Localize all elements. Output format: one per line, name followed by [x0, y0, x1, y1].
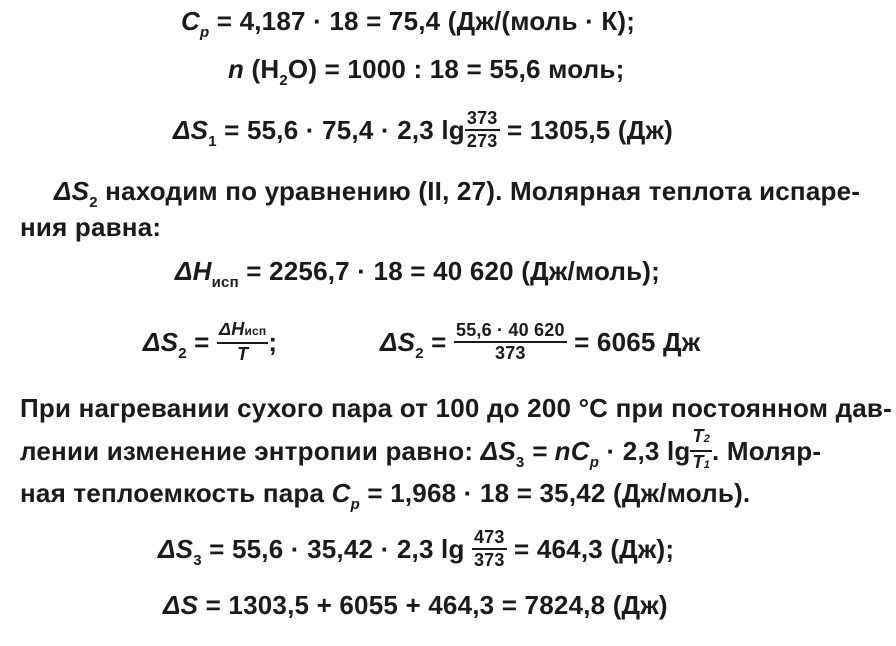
ds2-calc-fraction [454, 320, 567, 364]
ds1-expression: = 55,6 · 75,4 · 2,3 lg [216, 115, 465, 145]
ds-total-expression: = 1303,5 + 6055 + 464,3 = 7824,8 (Дж) [198, 590, 668, 620]
dh-num-subscript: исп [244, 324, 267, 339]
ds-total-equation [163, 590, 668, 620]
ds2-formula-subscript: 2 [178, 345, 187, 362]
ds2-calc-result: = 6065 Дж [566, 327, 701, 357]
ds2-formula [143, 318, 277, 371]
t2-symbol: T [692, 426, 704, 446]
water-moles-equation [228, 54, 624, 89]
vapor-line-1: При нагревании сухого пара от 100 до 200 °С при постоянном дав- [20, 393, 892, 423]
t2-numerator [690, 426, 712, 452]
ds2-calc-subscript: 2 [415, 345, 424, 362]
cp-subscript: p [199, 24, 210, 41]
ds1-fraction [465, 108, 500, 152]
ds2-symbol: ΔS [54, 176, 90, 206]
ds2-formula-numerator [217, 319, 268, 344]
dh-num-symbol: ΔH [218, 319, 245, 340]
ds2-calc-numerator: 55,6 · 40 620 [454, 320, 567, 343]
h2o-subscript: 2 [279, 72, 288, 89]
ds2-intro-text: находим по уравнению (II, 27). Молярная теплота испаре- [97, 176, 861, 206]
ds-total-symbol: ΔS [163, 590, 199, 620]
ds3-numerator: 473 [472, 527, 507, 550]
t1-subscript: 1 [703, 459, 711, 471]
ds1-result: = 1305,5 (Дж) [499, 115, 673, 145]
ds2-calc-equals: = [423, 327, 454, 357]
lg-expr: · 2,3 lg [599, 435, 691, 466]
ds2-calculation [380, 318, 700, 371]
ncp-expr: = nC [524, 435, 590, 466]
vapor-line-3 [20, 478, 750, 513]
ds1-numerator: 373 [465, 108, 500, 131]
dh-expression: = 2256,7 · 18 = 40 620 (Дж/моль); [238, 256, 661, 286]
n-symbol: n [228, 54, 245, 84]
cp-vapor-expression: = 1,968 · 18 = 35,42 (Дж/моль). [359, 478, 751, 508]
ds3-inline-symbol: ΔS [480, 435, 516, 466]
ds1-equation [173, 106, 673, 159]
ds2-formula-symbol: ΔS [143, 327, 179, 357]
ds3-denominator: 373 [473, 550, 505, 571]
ds3-result: = 464,3 (Дж); [506, 534, 675, 564]
ds3-subscript: 3 [193, 552, 202, 569]
vapor-line-3-text: ная теплоемкость пара [20, 478, 332, 508]
ds3-symbol: ΔS [158, 534, 194, 564]
ds3-inline-subscript: 3 [515, 453, 525, 471]
ds3-expression: = 55,6 · 35,42 · 2,3 lg [201, 534, 472, 564]
cp-symbol: C [181, 6, 200, 36]
ds2-subscript: 2 [89, 194, 98, 211]
ds1-symbol: ΔS [173, 115, 209, 145]
ncp-subscript: p [589, 453, 600, 471]
ds2-intro-line-1 [54, 176, 860, 211]
cp-expression: = 4,187 · 18 = 75,4 (Дж/(моль · К); [209, 6, 636, 36]
ds3-equation [158, 524, 674, 579]
cp-water-equation [181, 6, 635, 41]
ds2-formula-denominator: T [237, 344, 249, 365]
ds1-subscript: 1 [208, 133, 217, 150]
vapor-line-2-rest: . Моляр- [712, 435, 822, 466]
ds1-denominator: 273 [466, 131, 498, 152]
vapor-line-2-text: лении изменение энтропии равно: [20, 435, 481, 466]
ds2-calc-symbol: ΔS [380, 327, 416, 357]
cp-vapor-symbol: C [331, 478, 351, 508]
t1-denominator [690, 452, 712, 476]
n-rest: O) = 1000 : 18 = 55,6 моль; [287, 54, 625, 84]
ds2-formula-semicolon: ; [268, 327, 278, 357]
ds2-formula-equals: = [186, 327, 217, 357]
n-expr: (H [244, 54, 280, 84]
t1-symbol: T [692, 452, 704, 472]
ds2-calc-denominator: 373 [495, 343, 526, 364]
dh-evaporation-equation [175, 256, 660, 291]
t2-subscript: 2 [703, 433, 711, 445]
dh-symbol: ΔH [175, 256, 212, 286]
ds2-intro-line-2: ния равна: [20, 212, 162, 242]
ds2-formula-fraction [217, 319, 268, 365]
ds3-fraction [472, 527, 507, 571]
dh-subscript: исп [211, 274, 239, 291]
cp-vapor-subscript: p [350, 496, 360, 513]
vapor-line-2 [20, 428, 821, 478]
t-ratio-fraction [690, 426, 712, 476]
